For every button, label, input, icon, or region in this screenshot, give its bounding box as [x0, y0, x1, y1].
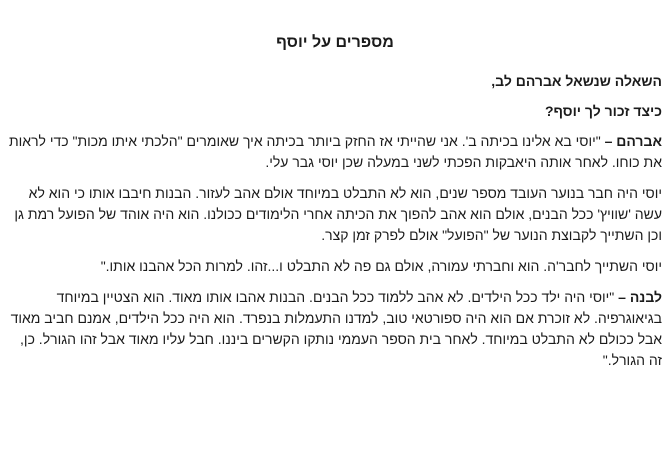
page-title: מספרים על יוסף — [276, 34, 394, 51]
paragraph-text: "יוסי בא אלינו בכיתה ב'. אני שהייתי אז החזק ביותר בכיתה איך שאומרים "הלכתי איתו מכות" כדי לראות את כוחו. לאחר אותה היאבקות הפכתי לשני במעלה שכן יוסי גבר עלי. — [8, 133, 662, 170]
paragraph-text: יוסי השתייך לחבר'ה. הוא וחברתי עמורה, אולם גם פה לא התבלט ו...זהו. למרות הכל אהבנו אותו." — [100, 258, 662, 274]
intro-line-question-2: כיצד זכור לך יוסף? — [544, 103, 662, 119]
paragraph-avraham-3 — [8, 256, 662, 277]
paragraph-text: יוסי היה חבר בנוער העובד מספר שנים, הוא לא התבלט במיוחד אולם אהב לעזור. הבנות חיבבו אותו כי הוא לא עשה 'שוויץ' ככל הבנים, אולם הוא אהב להפוך את הכיתה אחרי הלימודים ככולנו. הוא היה אוהד של הפועל רמת גן וכן השתייך לקבוצת הנוער של "הפועל" אולם לפרק זמן קצר. — [14, 185, 662, 243]
intro-line-question-1: השאלה שנשאל אברהם לב, — [491, 73, 662, 89]
paragraph-avraham-2 — [8, 183, 662, 246]
paragraph-levana — [8, 287, 662, 371]
speaker-name-avraham: אברהם – — [600, 133, 662, 149]
speaker-name-levana: לבנה – — [614, 289, 662, 305]
paragraph-text: "יוסי היה ילד ככל הילדים. לא אהב ללמוד ככל הבנים. הבנות אהבו אותו מאוד. הוא הצטיין במיוחד בגיאוגרפיה. לא זוכרת אם הוא היה ספורטאי טוב, למדנו התעמלות בנפרד. הוא היה ככל הילדים, אמנם חביב מאוד אבל ככולם לא התבלט במיוחד. לאחר בית הספר העממי נותקו הקשרים ביננו. חבל עליו מאוד אבל זהו הגורל. כן, זה הגורל." — [10, 289, 662, 368]
paragraph-avraham-1 — [8, 131, 662, 173]
